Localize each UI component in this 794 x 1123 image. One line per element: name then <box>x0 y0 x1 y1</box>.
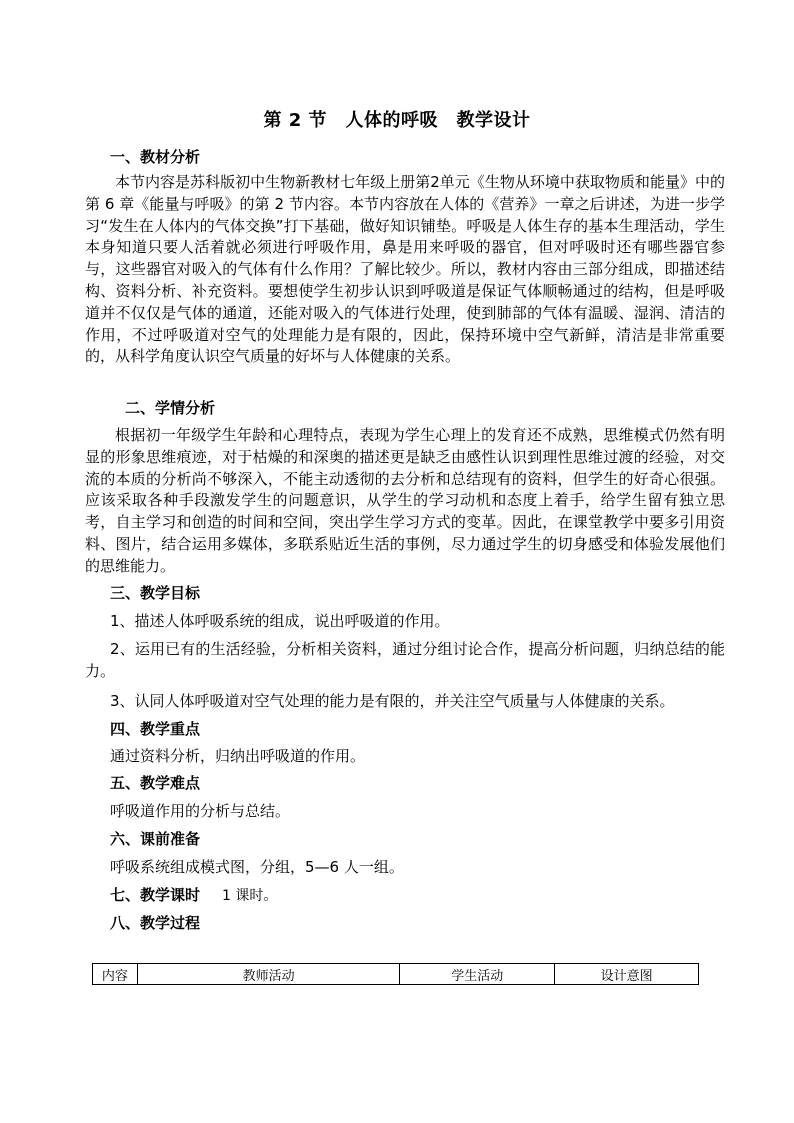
section-heading-key-points: 四、教学重点 <box>110 720 201 738</box>
student-analysis-paragraph: 根据初一年级学生年龄和心理特点，表现为学生心理上的发育还不成熟，思维模式仍然有明显的形象思维痕迹，对于枯燥的和深奥的描述更是缺乏由感性认识到理性思维过渡的经验，对交流的本质的分析尚不够深入，不能主动透彻的去分析和总结现有的资料，但学生的好奇心很强。应该采取各种手段激发学生的问题意识，从学生的学习动机和态度上着手，给学生留有独立思考，自主学习和创造的时间和空间，突出学生学习方式的变革。因此，在课堂教学中要多引用资料、图片，结合运用多媒体，多联系贴近生活的事例，尽力通过学生的切身感受和体验发展他们的思维能力。 <box>85 426 725 575</box>
table-header-row <box>93 964 699 985</box>
section-heading-teaching-goals: 三、教学目标 <box>110 584 201 602</box>
document-title: 第 2 节 人体的呼吸 教学设计 <box>263 110 531 131</box>
table-header-design-intent: 设计意图 <box>555 964 699 985</box>
class-hours-value: 1 课时。 <box>222 888 278 904</box>
table-header-teacher-activity: 教师活动 <box>137 964 400 985</box>
teaching-process-table <box>92 963 699 985</box>
table-header-content: 内容 <box>93 964 138 985</box>
teaching-goal-3: 3、认同人体呼吸道对空气处理的能力是有限的，并关注空气质量与人体健康的关系。 <box>110 692 675 710</box>
difficulties-text: 呼吸道作用的分析与总结。 <box>110 802 291 820</box>
section-heading-teaching-process: 八、教学过程 <box>110 914 201 932</box>
key-points-text: 通过资料分析，归纳出呼吸道的作用。 <box>110 747 366 765</box>
section-heading-textbook-analysis: 一、教材分析 <box>110 148 201 166</box>
preparation-text: 呼吸系统组成模式图，分组，5—6 人一组。 <box>110 858 404 876</box>
section-heading-difficulties: 五、教学难点 <box>110 774 201 792</box>
section-heading-class-hours: 七、教学课时 <box>110 886 201 904</box>
section-heading-student-analysis: 二、学情分析 <box>125 399 216 417</box>
section-heading-preparation: 六、课前准备 <box>110 830 201 848</box>
table-header-student-activity: 学生活动 <box>400 964 555 985</box>
teaching-goal-1: 1、描述人体呼吸系统的组成，说出呼吸道的作用。 <box>110 612 450 630</box>
textbook-analysis-paragraph: 本节内容是苏科版初中生物新教材七年级上册第2单元《生物从环境中获取物质和能量》中的第 6 章《能量与呼吸》的第 2 节内容。本节内容放在人体的《营养》一章之后讲述，为进一步学习“发生在人体内的气体交换”打下基础，做好知识铺垫。呼吸是人体生存的基本生理活动，学生本身知道只要人活着就必须进行呼吸作用，鼻是用来呼吸的器官，但对呼吸时还有哪些器官参与，这些器官对吸入的气体有什么作用？了解比较少。所以，教材内容由三部分组成，即描述结构、资料分析、补充资料。要想使学生初步认识到呼吸道是保证气体顺畅通过的结构，但是呼吸道并不仅仅是气体的通道，还能对吸入的气体进行处理，使到肺部的气体有温暖、湿润、清洁的作用，不过呼吸道对空气的处理能力是有限的，因此，保持环境中空气新鲜，清洁是非常重要的，从科学角度认识空气质量的好坏与人体健康的关系。 <box>85 173 725 366</box>
teaching-goal-2: 2、运用已有的生活经验，分析相关资料，通过分组讨论合作，提高分析问题，归纳总结的能力。 <box>85 640 725 680</box>
